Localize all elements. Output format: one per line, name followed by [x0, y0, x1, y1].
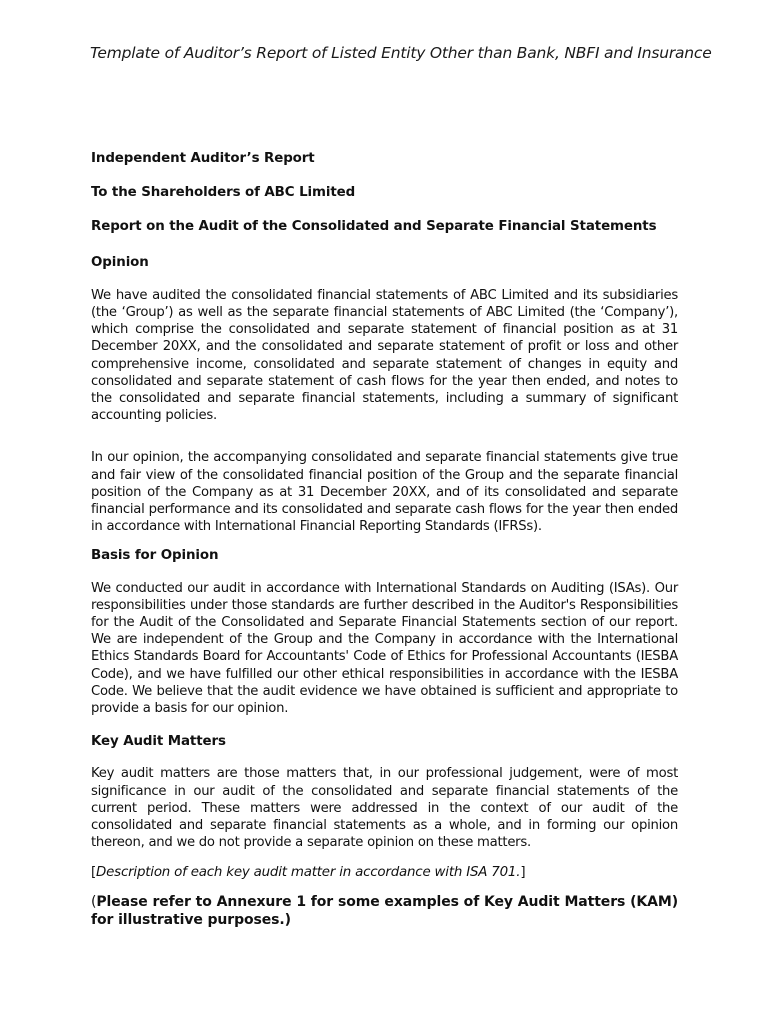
kam-placeholder [91, 864, 678, 881]
opinion-paragraph-1: We have audited the consolidated financial statements of ABC Limited and its subsidiaries (the ‘Group’) as well as the separate financial statements of ABC Limited (the ‘Company’), which comprise the consolidated and separate statement of financial position as at 31 December 20XX, and the consolidated and separate statement of profit or loss and other comprehensive income, consolidated and separate statement of changes in equity and consolidated and separate statement of cash flows for the year then ended, and notes to the consolidated and separate financial statements, including a summary of significant accounting policies. [91, 287, 678, 424]
basis-paragraph: We conducted our audit in accordance with International Standards on Auditing (ISAs). Our responsibilities under those standards are further described in the Auditor's Responsibilities for the Audit of the Consolidated and Separate Financial Statements section of our report. We are independent of the Group and the Company in accordance with the International Ethics Standards Board for Accountants' Code of Ethics for Professional Accountants (IESBA Code), and we have fulfilled our other ethical responsibilities in accordance with the IESBA Code. We believe that the audit evidence we have obtained is sufficient and appropriate to provide a basis for our opinion. [91, 580, 678, 717]
report-title: Independent Auditor’s Report [91, 151, 315, 166]
note-open-paren: ( [91, 893, 97, 910]
kam-paragraph: Key audit matters are those matters that, in our professional judgement, were of most significance in our audit of the consolidated and separate financial statements of the current period. These matters were addressed in the context of our audit of the consolidated and separate financial statements as a whole, and in forming our opinion thereon, and we do not provide a separate opinion on these matters. [91, 766, 678, 851]
placeholder-text: Description of each key audit matter in accordance with ISA 701. [96, 864, 521, 880]
note-text: Please refer to Annexure 1 for some examples of Key Audit Matters (KAM) for illustrative purposes.) [91, 893, 678, 928]
basis-heading: Basis for Opinion [91, 548, 219, 564]
report-body [91, 150, 678, 929]
placeholder-close-bracket: ] [520, 864, 526, 880]
addressee: To the Shareholders of ABC Limited [91, 185, 356, 201]
document-header-title: Template of Auditor’s Report of Listed Entity Other than Bank, NBFI and Insurance [90, 44, 712, 62]
report-subject: Report on the Audit of the Consolidated and Separate Financial Statements [91, 219, 657, 235]
annexure-note [91, 893, 678, 929]
opinion-paragraph-2: In our opinion, the accompanying consolidated and separate financial statements give true and fair view of the consolidated financial position of the Group and the separate financial position of the Company as at 31 December 20XX, and of its consolidated and separate financial performance and its consolidated and separate cash flows for the year then ended in accordance with International Financial Reporting Standards (IFRSs). [91, 450, 678, 535]
opinion-heading: Opinion [91, 254, 149, 270]
placeholder-open-bracket: [ [91, 864, 97, 880]
kam-heading: Key Audit Matters [91, 734, 226, 750]
